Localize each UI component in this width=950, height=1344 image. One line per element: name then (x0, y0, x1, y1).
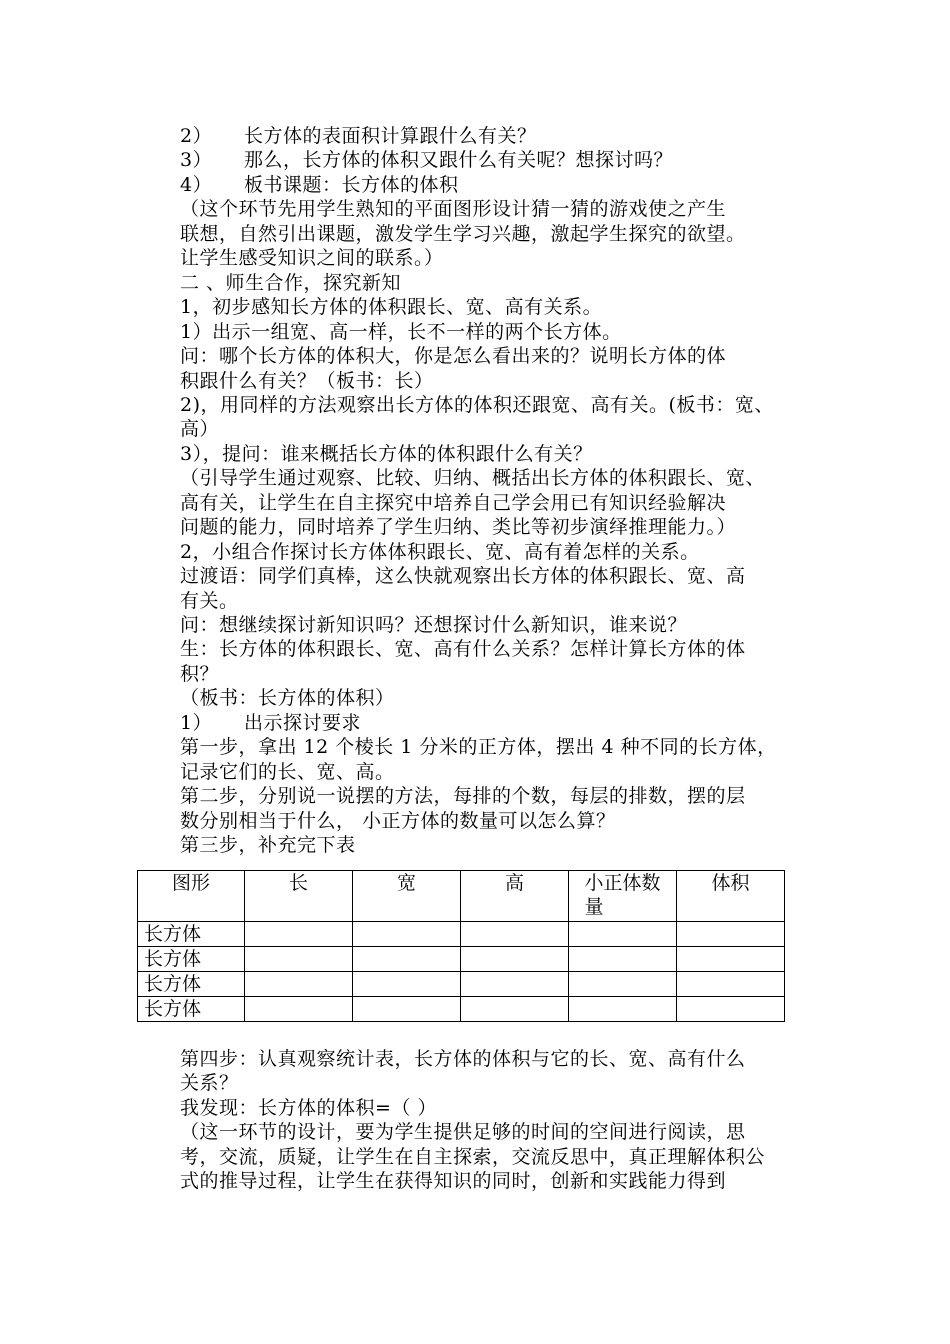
text-line (180, 320, 622, 345)
line-text: 积跟什么有关？（板书：长） (180, 369, 434, 392)
line-text: 2，小组合作探讨长方体体积跟长、宽、高有着怎样的关系。 (180, 540, 700, 563)
line-text: 有关。 (180, 589, 239, 612)
line-text: 板书课题：长方体的体积 (244, 173, 459, 196)
text-line (180, 222, 746, 247)
table-cell (245, 997, 353, 1022)
table-cell (353, 997, 461, 1022)
header-cell-volume: 体积 (677, 871, 785, 922)
line-text: 长方体的表面积计算跟什么有关？ (244, 125, 537, 147)
header-cell-width: 宽 (353, 871, 461, 922)
list-number: 1） (180, 711, 213, 734)
line-text: 1）出示一组宽、高一样，长不一样的两个长方体。 (180, 320, 622, 343)
line-text: （板书：长方体的体积） (180, 687, 395, 710)
header-cell-height: 高 (461, 871, 569, 922)
line-text: 问：哪个长方体的体积大，你是怎么看出来的？说明长方体的体 (180, 345, 727, 368)
text-line (180, 637, 746, 662)
table-cell (353, 947, 461, 972)
table-cell (569, 997, 677, 1022)
line-text: 第二步，分别说一说摆的方法，每排的个数，每层的排数，摆的层 (180, 785, 746, 808)
text-line (180, 271, 401, 296)
text-line (180, 466, 765, 491)
table-cell (461, 972, 569, 997)
text-line (180, 833, 356, 858)
line-text: 第一步，拿出 12 个棱长 1 分米的正方体，摆出 4 种不同的长方体， (180, 736, 777, 759)
table-cell: 长方体 (138, 997, 245, 1022)
line-text: 第四步：认真观察统计表，长方体的体积与它的长、宽、高有什么 (180, 1048, 746, 1070)
line-text: （这一环节的设计，要为学生提供足够的时间的空间进行阅读，思 (180, 1121, 746, 1144)
table-cell (677, 922, 785, 947)
text-line (180, 662, 219, 687)
header-cell-shape: 图形 (138, 871, 245, 922)
line-text: 过渡语：同学们真棒，这么快就观察出长方体的体积跟长、宽、高 (180, 565, 746, 588)
text-line (180, 344, 726, 369)
table-cell: 长方体 (138, 922, 245, 947)
table-cell (569, 972, 677, 997)
text-line (180, 124, 537, 149)
line-text: （引导学生通过观察、比较、归纳、概括出长方体的体积跟长、宽、 (180, 467, 766, 490)
header-cell-length: 长 (245, 871, 353, 922)
text-line (180, 686, 395, 711)
line-text: 联想，自然引出课题，激发学生学习兴趣，激起学生探究的欲望。 (180, 222, 746, 245)
text-line (180, 173, 459, 198)
line-text: 二 、师生合作，探究新知 (180, 271, 402, 294)
table-row (138, 947, 785, 972)
table-row (138, 972, 785, 997)
line-text: 2)，用同样的方法观察出长方体的体积还跟宽、高有关。(板书：宽、 (180, 393, 774, 416)
text-line (180, 515, 736, 540)
header-cell-cube-count: 小正体数 量 (569, 871, 677, 922)
line-text: 关系？ (180, 1072, 239, 1095)
text-line (180, 1145, 765, 1170)
line-text: 考，交流，质疑，让学生在自主探索，交流反思中，真正理解体积公 (180, 1145, 766, 1168)
text-line (180, 393, 774, 418)
text-line (180, 540, 700, 565)
text-line (180, 735, 777, 760)
text-line (180, 809, 616, 834)
text-line (180, 784, 746, 809)
text-line (180, 491, 726, 516)
line-text: 那么，长方体的体积又跟什么有关呢？想探讨吗？ (244, 149, 674, 172)
table-cell (461, 997, 569, 1022)
line-text: 出示探讨要求 (244, 711, 362, 734)
text-line (180, 760, 395, 785)
line-text: 1，初步感知长方体的体积跟长、宽、高有关系。 (180, 296, 603, 319)
table-row (138, 922, 785, 947)
text-line (180, 197, 726, 222)
table-cell (353, 922, 461, 947)
line-text: 高） (180, 418, 220, 441)
text-line (180, 589, 239, 614)
text-line (180, 1096, 437, 1121)
list-number: 4） (180, 173, 213, 196)
table-cell (461, 922, 569, 947)
text-line (180, 1169, 726, 1194)
line-text: 第三步，补充完下表 (180, 834, 356, 857)
list-number: 3） (180, 149, 213, 172)
line-text: （这个环节先用学生熟知的平面图形设计猜一猜的游戏使之产生 (180, 198, 727, 221)
line-text: 3），提问：谁来概括长方体的体积跟什么有关？ (180, 442, 593, 465)
list-number: 2） (180, 125, 213, 147)
data-table (137, 870, 785, 1022)
table-cell (677, 947, 785, 972)
line-text: 高有关，让学生在自主探究中培养自己学会用已有知识经验解决 (180, 491, 727, 514)
text-line (180, 369, 434, 394)
text-line (180, 1047, 746, 1072)
text-line (180, 246, 444, 271)
line-text: 问题的能力，同时培养了学生归纳、类比等初步演绎推理能力。） (180, 516, 737, 539)
line-text: 积？ (180, 662, 220, 685)
table-cell (677, 997, 785, 1022)
line-text: 式的推导过程，让学生在获得知识的同时，创新和实践能力得到 (180, 1170, 727, 1192)
text-line (180, 295, 602, 320)
text-line (180, 417, 219, 442)
table-header-row (138, 871, 785, 922)
text-line (180, 1071, 239, 1096)
table-cell (353, 972, 461, 997)
line-text: 让学生感受知识之间的联系。） (180, 247, 444, 270)
text-line (180, 613, 687, 638)
table-cell (569, 947, 677, 972)
table-cell (677, 972, 785, 997)
table-cell (245, 972, 353, 997)
table-cell (569, 922, 677, 947)
line-text: 记录它们的长、宽、高。 (180, 760, 395, 783)
table-cell (245, 922, 353, 947)
text-line (180, 711, 361, 736)
line-text: 我发现：长方体的体积=（ ） (180, 1096, 437, 1119)
table-cell (461, 947, 569, 972)
line-text: 问：想继续探讨新知识吗？还想探讨什么新知识，谁来说？ (180, 614, 688, 636)
table-row (138, 997, 785, 1022)
text-line (180, 564, 746, 589)
text-line (180, 442, 593, 467)
table-cell (245, 947, 353, 972)
text-line (180, 1120, 746, 1145)
line-text: 生：长方体的体积跟长、宽、高有什么关系？怎样计算长方体的体 (180, 638, 746, 661)
table-cell: 长方体 (138, 947, 245, 972)
line-text: 数分别相当于什么， 小正方体的数量可以怎么算？ (180, 809, 616, 832)
table-cell: 长方体 (138, 972, 245, 997)
text-line (180, 148, 673, 173)
